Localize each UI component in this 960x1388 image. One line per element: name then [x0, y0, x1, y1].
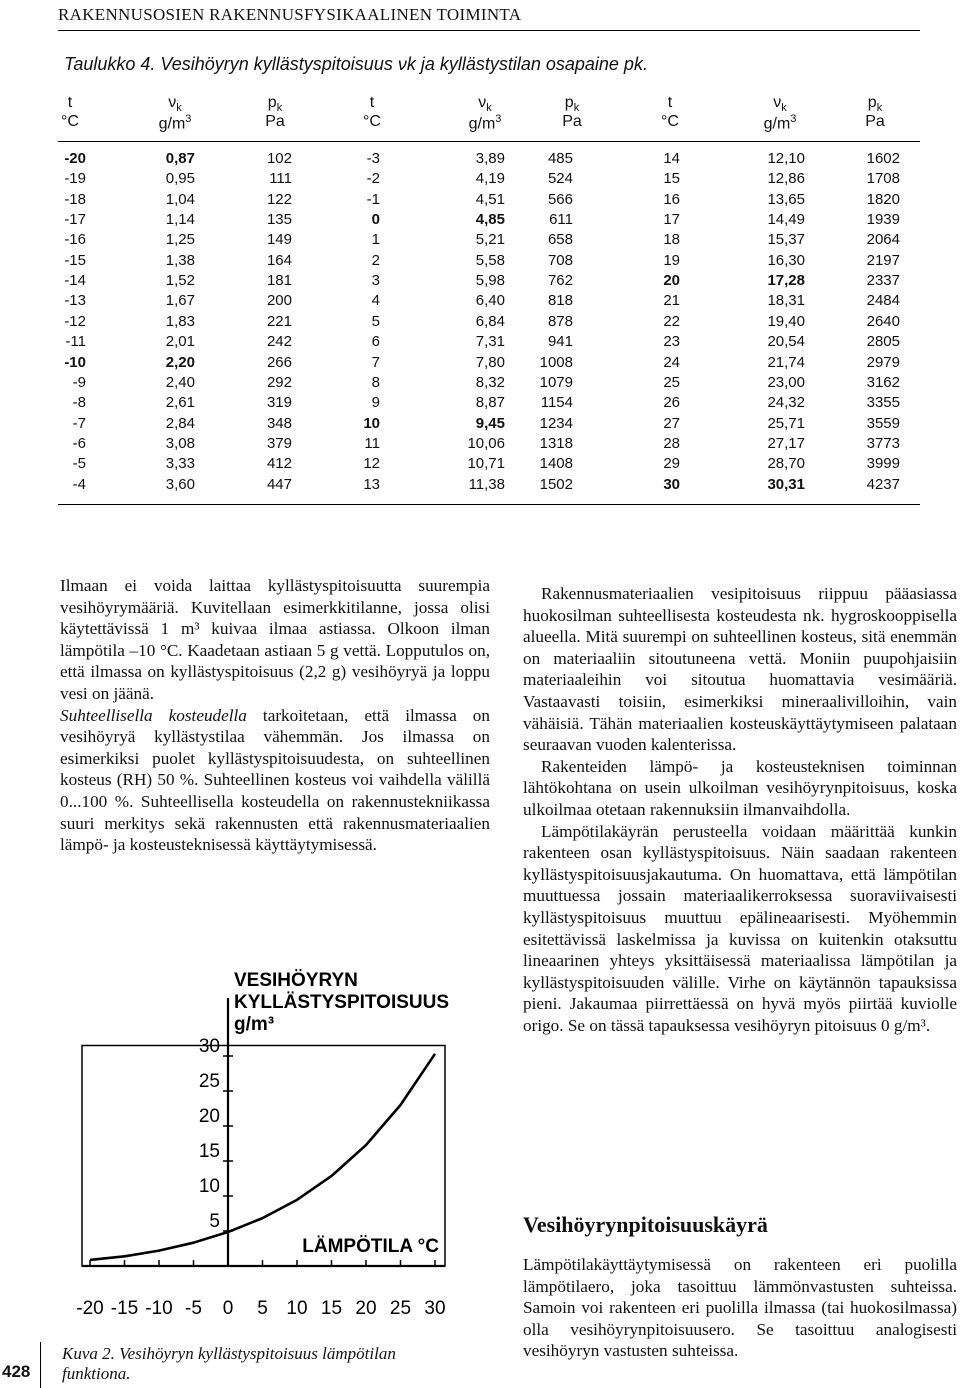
table-cell: 447 — [266, 475, 292, 493]
right-text-column-lower — [523, 1254, 957, 1362]
x-tick-label: 25 — [389, 1298, 412, 1319]
chart-title-line: VESIHÖYRYN — [234, 970, 358, 991]
table-cell: 25 — [663, 373, 680, 391]
table-cell: 3355 — [866, 394, 900, 412]
table-cell: 3,33 — [165, 455, 195, 473]
y-tick-label: 15 — [198, 1141, 220, 1162]
table-cell: 1154 — [540, 394, 573, 412]
table-cell: -8 — [72, 394, 86, 412]
table-cell: 3162 — [866, 373, 900, 391]
table-cell: 7,80 — [475, 353, 505, 371]
table-cell: 6 — [371, 333, 380, 351]
table-cell: 7,31 — [475, 333, 505, 351]
table-cell: 13 — [363, 475, 380, 493]
table-cell: 242 — [266, 333, 292, 351]
table-cell: 485 — [547, 150, 573, 167]
table-rule-top — [58, 141, 920, 142]
table-cell: 2,84 — [165, 414, 195, 432]
table-cell: 164 — [266, 251, 292, 269]
table-cell: 1,83 — [165, 312, 195, 330]
table-cell: 18 — [663, 231, 680, 249]
table-cell: 20 — [663, 272, 680, 290]
table-cell: 4237 — [866, 475, 900, 493]
table-cell: 26 — [663, 394, 680, 412]
table-cell: -3 — [366, 150, 380, 167]
table-cell: 4,51 — [475, 190, 505, 208]
table-rule-bottom — [58, 504, 920, 505]
table-cell: 4 — [371, 292, 380, 310]
table-cell: 611 — [549, 211, 573, 229]
table-cell: 2979 — [866, 353, 900, 371]
table-cell: 18,31 — [767, 292, 805, 310]
x-tick-label: -10 — [145, 1298, 173, 1319]
column-header-symbol: t — [67, 94, 73, 111]
table-cell: 2,61 — [165, 394, 195, 412]
table-cell: 22 — [663, 312, 680, 330]
table-cell: 28 — [663, 434, 680, 452]
table-cell: 2337 — [866, 272, 900, 290]
table-cell: 8,87 — [475, 394, 505, 412]
table-cell: 25,71 — [767, 414, 805, 432]
table-cell: 17 — [663, 211, 680, 229]
table-cell: 12,10 — [767, 150, 805, 167]
emphasis: Suhteellisella kosteudella — [60, 705, 247, 725]
running-head: RAKENNUSOSIEN RAKENNUSFYSIKAALINEN TOIMINTA — [58, 5, 522, 24]
y-tick-label: 25 — [198, 1071, 220, 1092]
column-header-symbol: t — [667, 94, 673, 111]
table-cell: 762 — [547, 272, 573, 290]
table-cell: 2805 — [866, 333, 900, 351]
table-cell: 818 — [547, 292, 573, 310]
table-cell: 20,54 — [767, 333, 805, 351]
x-tick-label: 30 — [424, 1298, 446, 1319]
table-cell: -15 — [64, 251, 86, 269]
table-cell: 3,60 — [165, 475, 195, 493]
chart-title-line: g/m³ — [234, 1014, 275, 1035]
table-cell: -6 — [72, 434, 86, 452]
x-tick-label: 20 — [355, 1298, 377, 1319]
table-cell: 5,58 — [475, 251, 505, 269]
column-header-unit: Pa — [562, 113, 582, 130]
table-cell: 221 — [266, 312, 292, 330]
figure-caption: Kuva 2. Vesihöyryn kyllästyspitoisuus lämpötilan funktiona. — [62, 1344, 396, 1383]
table-cell: 14 — [663, 150, 680, 167]
table-cell: 111 — [269, 170, 292, 188]
table-cell: 2197 — [866, 251, 900, 269]
x-tick-label: 15 — [320, 1298, 343, 1319]
table-cell: 10 — [363, 414, 380, 432]
table-cell: 1502 — [539, 475, 573, 493]
table-cell: 0,95 — [165, 170, 195, 188]
table-cell: 30 — [663, 475, 680, 493]
paragraph: Lämpötilakäyrän perusteella voidaan määrittää kunkin rakenteen osan kyllästyspitoisuus. Näin saadaan rakenteen kyllästyspitoisuusjakautuma. On huomattava, että lämpötilan muuttuessa jossain materiaalikerroksessa suoraviivaisesti kyllästyspitoisuus muuttuu epälineaarisesti. Myöhemmin esitettävissä laskelmissa ja kuvissa on kuitenkin otaksuttu lineaarinen yhteys yksittäisessä materiaalissa lämpötilan ja kyllästyspitoisuuden välille. Virhe on käytännön tapauksissa pieni. Jakaumaa piirrettäessä on hyvä myös piirtää kuviolle origo. Se on tässä tapauksessa vesihöyryn pitoisuus 0 g/m³. — [523, 821, 957, 1035]
table-cell: -18 — [64, 190, 86, 208]
table-cell: 11 — [364, 434, 380, 452]
paragraph: Lämpötilakäyttäytymisessä on rakenteen eri puolilla lämpötilaero, joka tasoittuu lämmönvastusten suhteissa. Samoin voi rakenteen eri puolilla ilmassa (tai huokosilmassa) olla vesihöyrynpitoisuusero. Se tasoittuu analogisesti vesihöyryn vastusten suhteissa. — [523, 1255, 957, 1361]
y-tick-label: 30 — [198, 1036, 220, 1057]
table-cell: 1 — [371, 231, 380, 249]
table-cell: -2 — [366, 170, 380, 188]
table-cell: 5 — [371, 312, 380, 330]
column-header-unit: °C — [661, 113, 679, 130]
table-cell: 1008 — [539, 353, 573, 371]
paragraph: Rakennusmateriaalien vesipitoisuus riippuu pääasiassa huokosilman suhteellisesta kosteudesta nk. hygroskooppisella alueella. Mitä suurempi on suhteellinen kosteus, sitä enemmän on materiaaliin sitoutuneena vettä. Moniin puupohjaisiin materiaaleihin voi sitoutua huomattavia vesimääriä. Vastaavasti toisiin, esimerkiksi mineraalivilloihin, vain vähäisiä. Tähän materiaalien kosteuskäyttäytymiseen palataan seuraavan vuoden kalenterissa. — [523, 584, 957, 755]
table-cell: 8 — [371, 373, 380, 391]
table-cell: 1602 — [866, 150, 900, 167]
table-cell: 16 — [663, 190, 680, 208]
table-cell: 7 — [371, 353, 380, 371]
saturation-curve — [90, 1054, 435, 1260]
table-cell: 24 — [663, 353, 680, 371]
table-cell: 12 — [363, 455, 380, 473]
table-cell: 15 — [663, 170, 680, 188]
table-cell: 135 — [266, 211, 292, 229]
table-cell: -4 — [72, 475, 86, 493]
table-cell: 6,84 — [475, 312, 505, 330]
table-cell: 4,85 — [475, 211, 505, 229]
y-tick-label: 10 — [198, 1176, 220, 1197]
table-cell: 1939 — [866, 211, 900, 229]
table-cell: -9 — [72, 373, 86, 391]
table-cell: 566 — [547, 190, 573, 208]
table-cell: 3,89 — [475, 150, 505, 167]
table-cell: 658 — [547, 231, 573, 249]
table-cell: 266 — [266, 353, 292, 371]
column-header-unit: $g/m^3$ — [158, 113, 192, 133]
table-cell: 27,17 — [767, 434, 805, 452]
x-tick-label: -15 — [110, 1298, 139, 1319]
table-cell: 1408 — [539, 455, 573, 473]
table-cell: 11,38 — [468, 475, 505, 493]
table-caption-text: Taulukko 4. Vesihöyryn kyllästyspitoisuus νk ja kyllästystilan osapaine pk. — [64, 54, 648, 74]
table-cell: -11 — [65, 333, 86, 351]
table-cell: 1,67 — [165, 292, 195, 310]
table-cell: 0 — [371, 211, 380, 229]
table-cell: -19 — [64, 170, 86, 188]
table-cell: 122 — [266, 190, 292, 208]
table-cell: 3773 — [866, 434, 900, 452]
x-tick-label: -20 — [76, 1298, 104, 1319]
table-cell: 102 — [266, 150, 292, 167]
table-cell: 1,14 — [165, 211, 195, 229]
y-tick-label: 5 — [209, 1211, 220, 1232]
x-tick-label: -5 — [185, 1298, 202, 1319]
table-cell: -17 — [64, 211, 86, 229]
table-cell: 30,31 — [767, 475, 805, 493]
column-header-symbol: t — [369, 94, 375, 111]
table-cell: 10,06 — [467, 434, 505, 452]
paragraph: Rakenteiden lämpö- ja kosteusteknisen toiminnan lähtökohtana on usein ulkoilman vesihöyrynpitoisuus, koska ulkoilmaa otetaan rakennuksiin ilmanvaihdolla. — [523, 756, 957, 819]
table-cell: 2,01 — [165, 333, 195, 351]
table-cell: 13,65 — [767, 190, 805, 208]
table-cell: 9 — [371, 394, 380, 412]
table-cell: 9,45 — [475, 414, 505, 432]
table-cell: 319 — [266, 394, 292, 412]
table-cell: 24,32 — [767, 394, 805, 412]
table-cell: 5,21 — [475, 231, 505, 249]
x-tick-label: 5 — [257, 1298, 268, 1319]
table-cell: 3559 — [866, 414, 900, 432]
table-cell: 348 — [266, 414, 292, 432]
table-cell: 2,40 — [165, 373, 195, 391]
table-cell: 1,38 — [165, 251, 195, 269]
header-rule — [58, 30, 920, 31]
table-cell: -13 — [64, 292, 86, 310]
table-cell: 2640 — [866, 312, 900, 330]
table-cell: -10 — [64, 353, 86, 371]
table-cell: -20 — [64, 150, 86, 167]
table-cell: 1708 — [866, 170, 900, 188]
table-cell: 21 — [663, 292, 680, 310]
column-header-unit: °C — [61, 113, 79, 130]
table-cell: 1820 — [866, 190, 900, 208]
column-header-symbol: $\nu_k$ — [168, 94, 182, 115]
table-cell: 1318 — [539, 434, 573, 452]
left-text-column — [60, 575, 490, 856]
table-cell: 292 — [266, 373, 292, 391]
table-cell: 379 — [266, 434, 292, 452]
table-cell: 200 — [266, 292, 292, 310]
y-tick-label: 20 — [198, 1106, 220, 1127]
table-cell: 16,30 — [767, 251, 805, 269]
table-cell: 2064 — [866, 231, 900, 249]
table-cell: 1,25 — [165, 231, 195, 249]
table-cell: 29 — [663, 455, 680, 473]
table-cell: 2,20 — [165, 353, 195, 371]
saturation-chart — [56, 966, 476, 1326]
table-cell: 10,71 — [467, 455, 505, 473]
column-header-symbol: $p_k$ — [267, 94, 283, 115]
table-cell: 27 — [663, 414, 680, 432]
column-header-symbol: $p_k$ — [564, 94, 580, 115]
table-cell: 2 — [371, 251, 380, 269]
table-cell: 6,40 — [475, 292, 505, 310]
x-tick-label: 10 — [286, 1298, 308, 1319]
column-header-unit: Pa — [265, 113, 285, 130]
table-cell: 878 — [547, 312, 573, 330]
chart-frame — [82, 1046, 445, 1267]
table-cell: 14,49 — [767, 211, 805, 229]
paragraph: Ilmaan ei voida laittaa kyllästyspitoisuutta suurempia vesihöyrymääriä. Kuvitellaan esimerkkitilanne, jossa olisi käytettävissä 1 m³ kuivaa ilmaa astiassa. Olkoon ilman lämpötila –10 °C. Kaadetaan astiaan 5 g vettä. Lopputulos on, että ilmassa on kyllästyspitoisuus (2,2 g) vesihöyryä ja loppu vesi on jäänä. — [60, 576, 490, 703]
table-cell: 181 — [266, 272, 292, 290]
table-cell: 3999 — [866, 455, 900, 473]
column-header-unit: Pa — [865, 113, 885, 130]
column-header-symbol: $\nu_k$ — [478, 94, 492, 115]
table-cell: 8,32 — [475, 373, 505, 391]
column-header-symbol: $\nu_k$ — [773, 94, 787, 115]
table-cell: -12 — [64, 312, 86, 330]
table-cell: 1,04 — [165, 190, 195, 208]
table-cell: 149 — [266, 231, 292, 249]
table-cell: 1234 — [539, 414, 573, 432]
paragraph-rest: tarkoitetaan, että ilmassa on vesihöyryä kyllästystilaa vähemmän. Jos ilmassa on esimerkiksi puolet kyllästyspitoisuudesta, on suhteellinen kosteus (RH) 50 %. Suhteellinen kosteus voi vaihdella välillä 0...100 %. Suhteellisella kosteudella on rakennustekniikassa suuri merkitys sekä rakennusten että rakennusmateriaalien lämpö- ja kosteusteknisessä käyttäytymisessä. — [60, 705, 490, 855]
table-cell: -5 — [72, 455, 86, 473]
table-cell: -1 — [366, 190, 380, 208]
table-cell: 23,00 — [767, 373, 805, 391]
column-header-unit: $g/m^3$ — [468, 113, 502, 133]
column-header-symbol: $p_k$ — [867, 94, 883, 115]
table-cell: -16 — [64, 231, 86, 249]
table-cell: -7 — [72, 414, 86, 432]
table-cell: 21,74 — [767, 353, 805, 371]
table-cell: 708 — [547, 251, 573, 269]
table-cell: 4,19 — [475, 170, 505, 188]
x-tick-label: 0 — [222, 1298, 234, 1319]
chart-title-line: KYLLÄSTYSPITOISUUS — [234, 992, 450, 1013]
table-cell: 17,28 — [767, 272, 805, 290]
right-text-column — [523, 583, 957, 1036]
table-cell: 19 — [663, 251, 680, 269]
table-cell: 941 — [547, 333, 573, 351]
table-cell: 28,70 — [767, 455, 805, 473]
table-cell: -14 — [64, 272, 86, 290]
table-cell: 1079 — [539, 373, 573, 391]
table-cell: 3 — [371, 272, 380, 290]
table-cell: 3,08 — [165, 434, 195, 452]
table-cell: 0,87 — [165, 150, 195, 167]
table-cell: 524 — [547, 170, 573, 188]
table-cell: 19,40 — [767, 312, 805, 330]
paragraph — [60, 705, 490, 856]
table-cell: 2484 — [866, 292, 900, 310]
table-caption — [64, 54, 648, 75]
table-cell: 12,86 — [767, 170, 805, 188]
page-number: 428 — [2, 1362, 31, 1381]
table-cell: 5,98 — [475, 272, 505, 290]
x-axis-label: LÄMPÖTILA °C — [302, 1236, 439, 1257]
table-cell: 23 — [663, 333, 680, 351]
table-cell: 1,52 — [165, 272, 195, 290]
column-header-unit: °C — [363, 113, 381, 130]
table-cell: 15,37 — [767, 231, 805, 249]
table-cell: 412 — [266, 455, 292, 473]
column-header-unit: $g/m^3$ — [763, 113, 797, 133]
section-heading: Vesihöyrynpitoisuuskäyrä — [523, 1212, 768, 1237]
